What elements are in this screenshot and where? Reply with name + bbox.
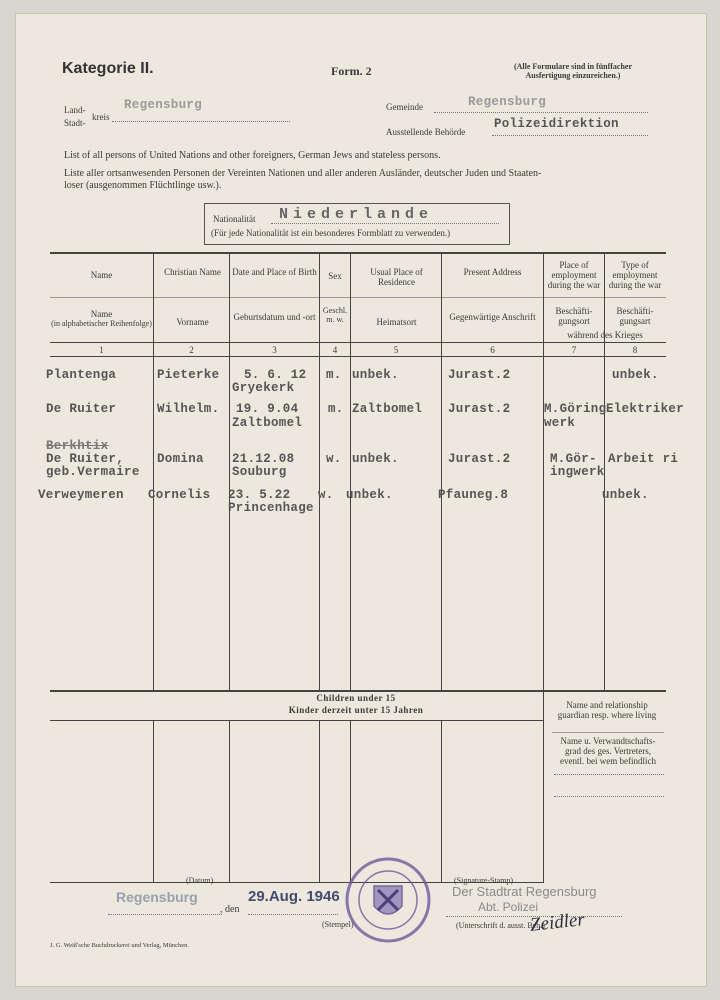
row2-sex: m. xyxy=(328,402,344,416)
row3-sex: w. xyxy=(326,452,342,466)
row4-heimat: unbek. xyxy=(346,488,393,502)
table-top-border xyxy=(50,252,666,254)
header-divider-numbers xyxy=(50,342,666,343)
row3-employment-place: M.Gör- xyxy=(550,452,597,466)
guardian-line-2 xyxy=(554,796,664,797)
row3-vorname: Domina xyxy=(157,452,204,466)
row4-vorname: Cornelis xyxy=(148,488,211,502)
col-number-2: 2 xyxy=(189,345,194,355)
row2-employment-place: M.Göring xyxy=(544,402,607,416)
behoerde-label: Ausstellende Behörde xyxy=(386,127,466,137)
nationality-label: Nationalität xyxy=(213,214,256,224)
printer-note: J. G. Weiß'sche Buchdruckerei und Verlag, München. xyxy=(50,942,190,949)
guardian-divider xyxy=(552,732,664,733)
row4-anschrift: Pfauneg.8 xyxy=(438,488,509,502)
row4-birth-date: 23. 5.22 xyxy=(228,488,291,502)
row1-sex: m. xyxy=(326,368,342,382)
header-note-line-2: Ausfertigung einzureichen.) xyxy=(525,71,621,80)
landkreis-value: Regensburg xyxy=(124,98,203,112)
guardian-de: Name u. Verwandtschafts- grad des ges. Vertreters, eventl. bei wem befindlich xyxy=(560,736,656,766)
landkreis-line xyxy=(112,121,290,122)
col-number-5: 5 xyxy=(393,345,399,355)
intro-english: List of all persons of United Nations and other foreigners, German Jews and stateless persons. xyxy=(64,150,441,161)
row1-art: unbek. xyxy=(612,368,659,382)
col-divider-4 xyxy=(350,254,351,690)
city-seal-icon xyxy=(344,856,432,944)
city-seal xyxy=(344,856,432,944)
row4-sex: w. xyxy=(318,488,334,502)
stamp-label: (Stempel) xyxy=(322,920,354,929)
col-header-8-de: Beschäfti- gungsart xyxy=(616,306,654,326)
row2-anschrift: Jurast.2 xyxy=(448,402,511,416)
date-line xyxy=(248,914,338,915)
row1-heimat: unbek. xyxy=(352,368,399,382)
row3-heimat: unbek. xyxy=(352,452,399,466)
row1-vorname: Pieterke xyxy=(157,368,220,382)
landkreis-label-1: Land- xyxy=(64,105,86,115)
col-number-6: 6 xyxy=(490,345,495,355)
children-col-5 xyxy=(441,720,442,882)
col-header-1-de xyxy=(50,309,153,328)
row3-birth-place: Souburg xyxy=(232,465,287,479)
col-header-1-de-note: (in alphabetischer Reihenfolge) xyxy=(51,319,152,328)
guardian-en: Name and relationship guardian resp. where living xyxy=(557,700,657,720)
handwritten-signature: Zeidler xyxy=(529,909,586,936)
header-note-line-1: (Alle Formulare sind in fünffacher xyxy=(513,62,633,71)
col-divider-3 xyxy=(319,254,320,690)
col-number-3: 3 xyxy=(272,345,277,355)
row3-name-struck: Berkhtix xyxy=(46,439,109,453)
row1-anschrift: Jurast.2 xyxy=(448,368,511,382)
signature-label: (Unterschrift d. ausst. Beh.) xyxy=(456,921,545,930)
children-en: Children under 15 xyxy=(316,693,396,703)
row2-name: De Ruiter xyxy=(46,402,117,416)
authority-stamp-line-2: Abt. Polizei xyxy=(478,900,539,914)
row2-vorname: Wilhelm. xyxy=(157,402,220,416)
row3-name: De Ruiter, xyxy=(46,452,125,466)
nationality-box xyxy=(204,203,510,245)
col-header-3-en: Date and Place of Birth xyxy=(232,267,317,277)
gemeinde-line xyxy=(434,112,648,113)
date-label: (Datum) xyxy=(186,876,214,885)
row3-name-2: geb.Vermaire xyxy=(46,465,140,479)
authority-stamp-line-1: Der Stadtrat Regensburg xyxy=(452,884,597,899)
row3-art: Arbeit ri xyxy=(608,452,679,466)
gemeinde-label: Gemeinde xyxy=(386,102,423,112)
col-number-1: 1 xyxy=(99,345,104,355)
form-sheet xyxy=(16,14,706,986)
place-stamp: Regensburg xyxy=(116,889,198,905)
col-header-2-de: Vorname xyxy=(176,317,209,327)
col-header-3-de: Geburtsdatum und -ort xyxy=(233,312,316,322)
date-stamp: 29.Aug. 1946 xyxy=(248,888,340,905)
col-header-4-de: Geschl. m. w. xyxy=(322,306,348,324)
header-note xyxy=(488,62,658,80)
row2-birth-place: Zaltbomel xyxy=(232,416,303,430)
behoerde-line xyxy=(492,135,648,136)
row2-employment-place-2: werk xyxy=(544,416,576,430)
children-col-3 xyxy=(319,720,320,882)
form-number: Form. 2 xyxy=(331,64,372,78)
col-header-5-de: Heimatsort xyxy=(376,317,417,327)
row2-heimat: Zaltbomel xyxy=(352,402,423,416)
row3-anschrift: Jurast.2 xyxy=(448,452,511,466)
rows-bottom-border xyxy=(50,690,666,692)
row4-art: unbek. xyxy=(602,488,649,502)
col-header-1-de-text: Name xyxy=(90,309,113,319)
place-line xyxy=(108,914,222,915)
row3-birth-date: 21.12.08 xyxy=(232,452,295,466)
children-de: Kinder derzeit unter 15 Jahren xyxy=(288,705,424,715)
during-war-de: während des Krieges xyxy=(567,330,643,340)
nationality-value: Niederlande xyxy=(279,206,434,223)
col-header-6-de: Gegenwärtige Anschrift xyxy=(449,312,536,322)
nationality-line xyxy=(271,223,499,224)
col-header-4-en: Sex xyxy=(328,271,342,281)
row2-birth-date: 19. 9.04 xyxy=(236,402,299,416)
row3-employment-place-2: ingwerk xyxy=(550,465,605,479)
col-header-6-en: Present Address xyxy=(463,267,522,277)
row4-name: Verweymeren xyxy=(38,488,124,502)
children-col-2 xyxy=(229,720,230,882)
row2-art: Elektriker xyxy=(606,402,685,416)
gemeinde-value: Regensburg xyxy=(468,95,547,109)
row1-name: Plantenga xyxy=(46,368,117,382)
children-guardian-divider xyxy=(543,690,544,882)
nationality-note: (Für jede Nationalität ist ein besonderes Formblatt zu verwenden.) xyxy=(211,228,451,238)
col-number-4: 4 xyxy=(332,345,338,355)
col-header-1-en: Name xyxy=(90,270,113,280)
intro-german-line-2: loser (ausgenommen Flüchtlinge usw.). xyxy=(64,180,222,191)
col-header-8-en: Type of employment during the war xyxy=(608,260,662,290)
col-header-2-en: Christian Name xyxy=(164,267,221,277)
header-bottom-border xyxy=(50,356,666,357)
den-label: , den xyxy=(220,904,240,915)
behoerde-value: Polizeidirektion xyxy=(494,117,619,131)
signature-stamp-label: (Signature-Stamp) xyxy=(454,876,514,885)
col-header-7-de: Beschäfti- gungsort xyxy=(555,306,593,326)
landkreis-label-2: Stadt- xyxy=(64,118,86,128)
col-header-5-en: Usual Place of Residence xyxy=(370,267,423,287)
intro-german xyxy=(64,168,684,192)
intro-german-line-1: Liste aller ortsanwesenden Personen der Vereinten Nationen und aller anderen Ausländer, deutscher Juden und Staaten- xyxy=(64,168,542,179)
header-divider-en-de xyxy=(50,297,666,298)
row1-birth-date: 5. 6. 12 xyxy=(244,368,307,382)
landkreis-label-kreis: kreis xyxy=(92,112,110,122)
row1-birth-place: Gryekerk xyxy=(232,381,295,395)
col-divider-1 xyxy=(153,254,154,690)
category-title: Kategorie II. xyxy=(62,60,154,77)
col-number-8: 8 xyxy=(632,345,638,355)
row4-birth-place: Princenhage xyxy=(228,501,314,515)
col-number-7: 7 xyxy=(571,345,577,355)
children-col-1 xyxy=(153,720,154,882)
col-header-7-en: Place of employment during the war xyxy=(547,260,601,290)
guardian-line-1 xyxy=(554,774,664,775)
children-header-border xyxy=(50,720,544,721)
